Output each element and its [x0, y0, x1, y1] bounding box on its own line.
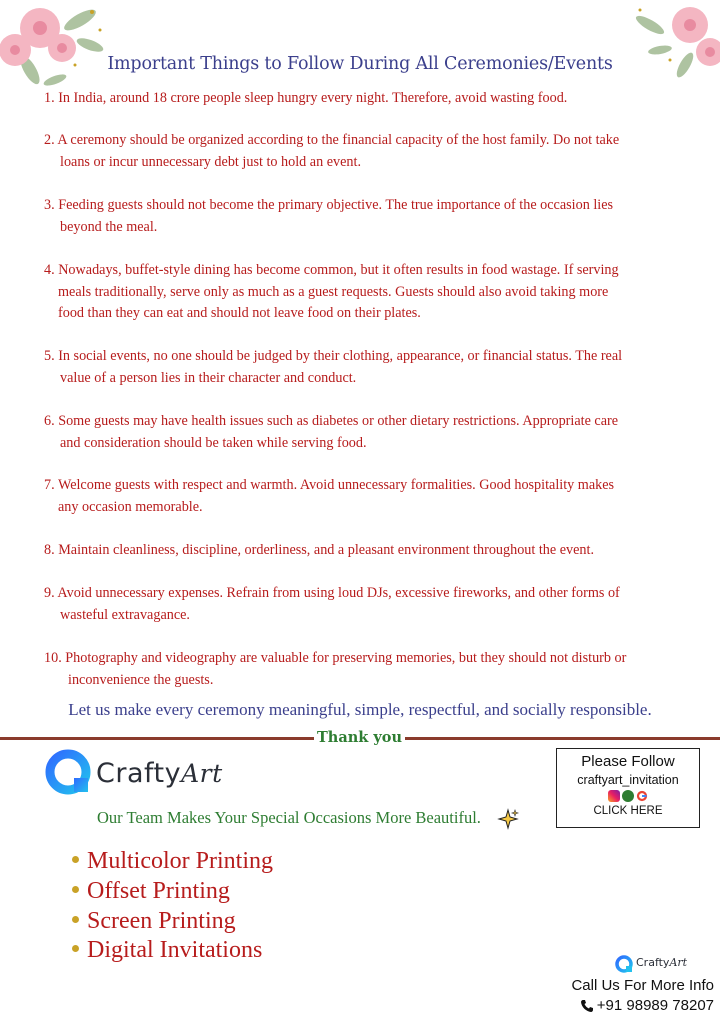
follow-heading: Please Follow — [581, 753, 675, 770]
brand-name — [96, 758, 223, 789]
rule-number: 5. — [44, 348, 55, 364]
rule-text: Avoid unnecessary expenses. Refrain from using loud DJs, excessive fireworks, and other forms of — [57, 585, 620, 601]
social-icons — [557, 790, 699, 804]
call-us-label: Call Us For More Info — [571, 977, 714, 994]
rule-number: 4. — [44, 262, 55, 278]
rule-number: 3. — [44, 197, 55, 213]
rule-item — [44, 346, 684, 389]
divider — [0, 737, 314, 740]
bullet-icon — [72, 886, 79, 893]
rule-item — [44, 195, 684, 238]
google-icon[interactable] — [636, 790, 648, 802]
phone-icon — [580, 999, 594, 1013]
service-label: Digital Invitations — [87, 937, 263, 963]
service-label: Multicolor Printing — [87, 848, 273, 874]
rule-number: 1. — [44, 90, 55, 106]
instagram-icon[interactable] — [608, 790, 620, 802]
click-here-button[interactable]: CLICK HERE — [593, 805, 663, 817]
brand-name-accent: Art — [181, 759, 223, 788]
rule-item — [44, 260, 684, 325]
bullet-icon — [72, 856, 79, 863]
small-brand-name: CraftyArt — [636, 956, 688, 969]
rule-number: 10. — [44, 650, 62, 666]
rule-item — [44, 540, 684, 562]
tagline: Our Team Makes Your Special Occasions More Beautiful. — [97, 808, 481, 827]
service-item — [72, 937, 262, 964]
rule-number: 6. — [44, 413, 55, 429]
rule-text: beyond the meal. — [60, 218, 158, 235]
rule-number: 7. — [44, 477, 55, 493]
rule-text: In India, around 18 crore people sleep hungry every night. Therefore, avoid wasting food. — [58, 90, 568, 106]
phone-contact[interactable] — [580, 997, 714, 1014]
rule-text: food than they can eat and should not leave food on their plates. — [58, 305, 421, 321]
service-label: Offset Printing — [87, 878, 230, 904]
rule-text: meals traditionally, serve only as much as a guest requests. Guests should also avoid taking more — [58, 283, 609, 300]
bullet-icon — [72, 945, 79, 952]
rule-text: inconvenience the guests. — [68, 671, 214, 688]
rule-number: 8. — [44, 542, 55, 558]
rule-text: value of a person lies in their character and conduct. — [60, 369, 357, 386]
bullet-icon — [72, 916, 79, 923]
rule-text: any occasion memorable. — [58, 498, 203, 515]
phone-number[interactable]: +91 98989 78207 — [596, 997, 714, 1014]
rule-text: Maintain cleanliness, discipline, orderliness, and a pleasant environment throughout the event. — [58, 542, 595, 558]
follow-box[interactable] — [556, 748, 700, 828]
rule-text: A ceremony should be organized according to the financial capacity of the host family. Do not take — [57, 132, 620, 148]
rule-item — [44, 130, 684, 173]
rule-item — [44, 88, 684, 110]
brand-name-main: Crafty — [96, 758, 182, 789]
closing-message: Let us make every ceremony meaningful, simple, respectful, and socially responsible. — [68, 700, 652, 719]
service-label: Screen Printing — [87, 908, 236, 934]
rule-text: Feeding guests should not become the primary objective. The true importance of the occasion lies — [58, 197, 614, 213]
rule-text: Nowadays, buffet-style dining has become common, but it often results in food wastage. If serving — [58, 262, 619, 278]
service-item — [72, 848, 273, 875]
rule-text: In social events, no one should be judged by their clothing, appearance, or financial status. The real — [58, 348, 623, 364]
thank-you-heading: Thank you — [316, 729, 402, 746]
rule-text: Some guests may have health issues such as diabetes or other dietary restrictions. Appropriate care — [58, 413, 619, 429]
sparkle-icon — [497, 808, 519, 830]
service-item — [72, 908, 236, 935]
rule-item — [44, 411, 684, 454]
rule-text: Photography and videography are valuable for preserving memories, but they should not disturb or — [65, 650, 627, 666]
rule-item — [44, 583, 684, 626]
service-item — [72, 878, 230, 905]
page-title: Important Things to Follow During All Ceremonies/Events — [107, 54, 613, 74]
rule-text: wasteful extravagance. — [60, 606, 190, 623]
social-handle[interactable]: craftyart_invitation — [577, 773, 679, 787]
rule-item — [44, 648, 684, 691]
rule-text: loans or incur unnecessary debt just to hold an event. — [60, 153, 362, 170]
rule-number: 2. — [44, 132, 55, 148]
rule-item — [44, 475, 684, 518]
divider — [405, 737, 720, 740]
rule-text: and consideration should be taken while serving food. — [60, 434, 367, 451]
whatsapp-icon[interactable] — [622, 790, 634, 802]
rule-number: 9. — [44, 585, 55, 601]
flower-decoration-icon — [0, 0, 110, 95]
rule-text: Welcome guests with respect and warmth. Avoid unnecessary formalities. Good hospitality makes — [57, 477, 615, 493]
